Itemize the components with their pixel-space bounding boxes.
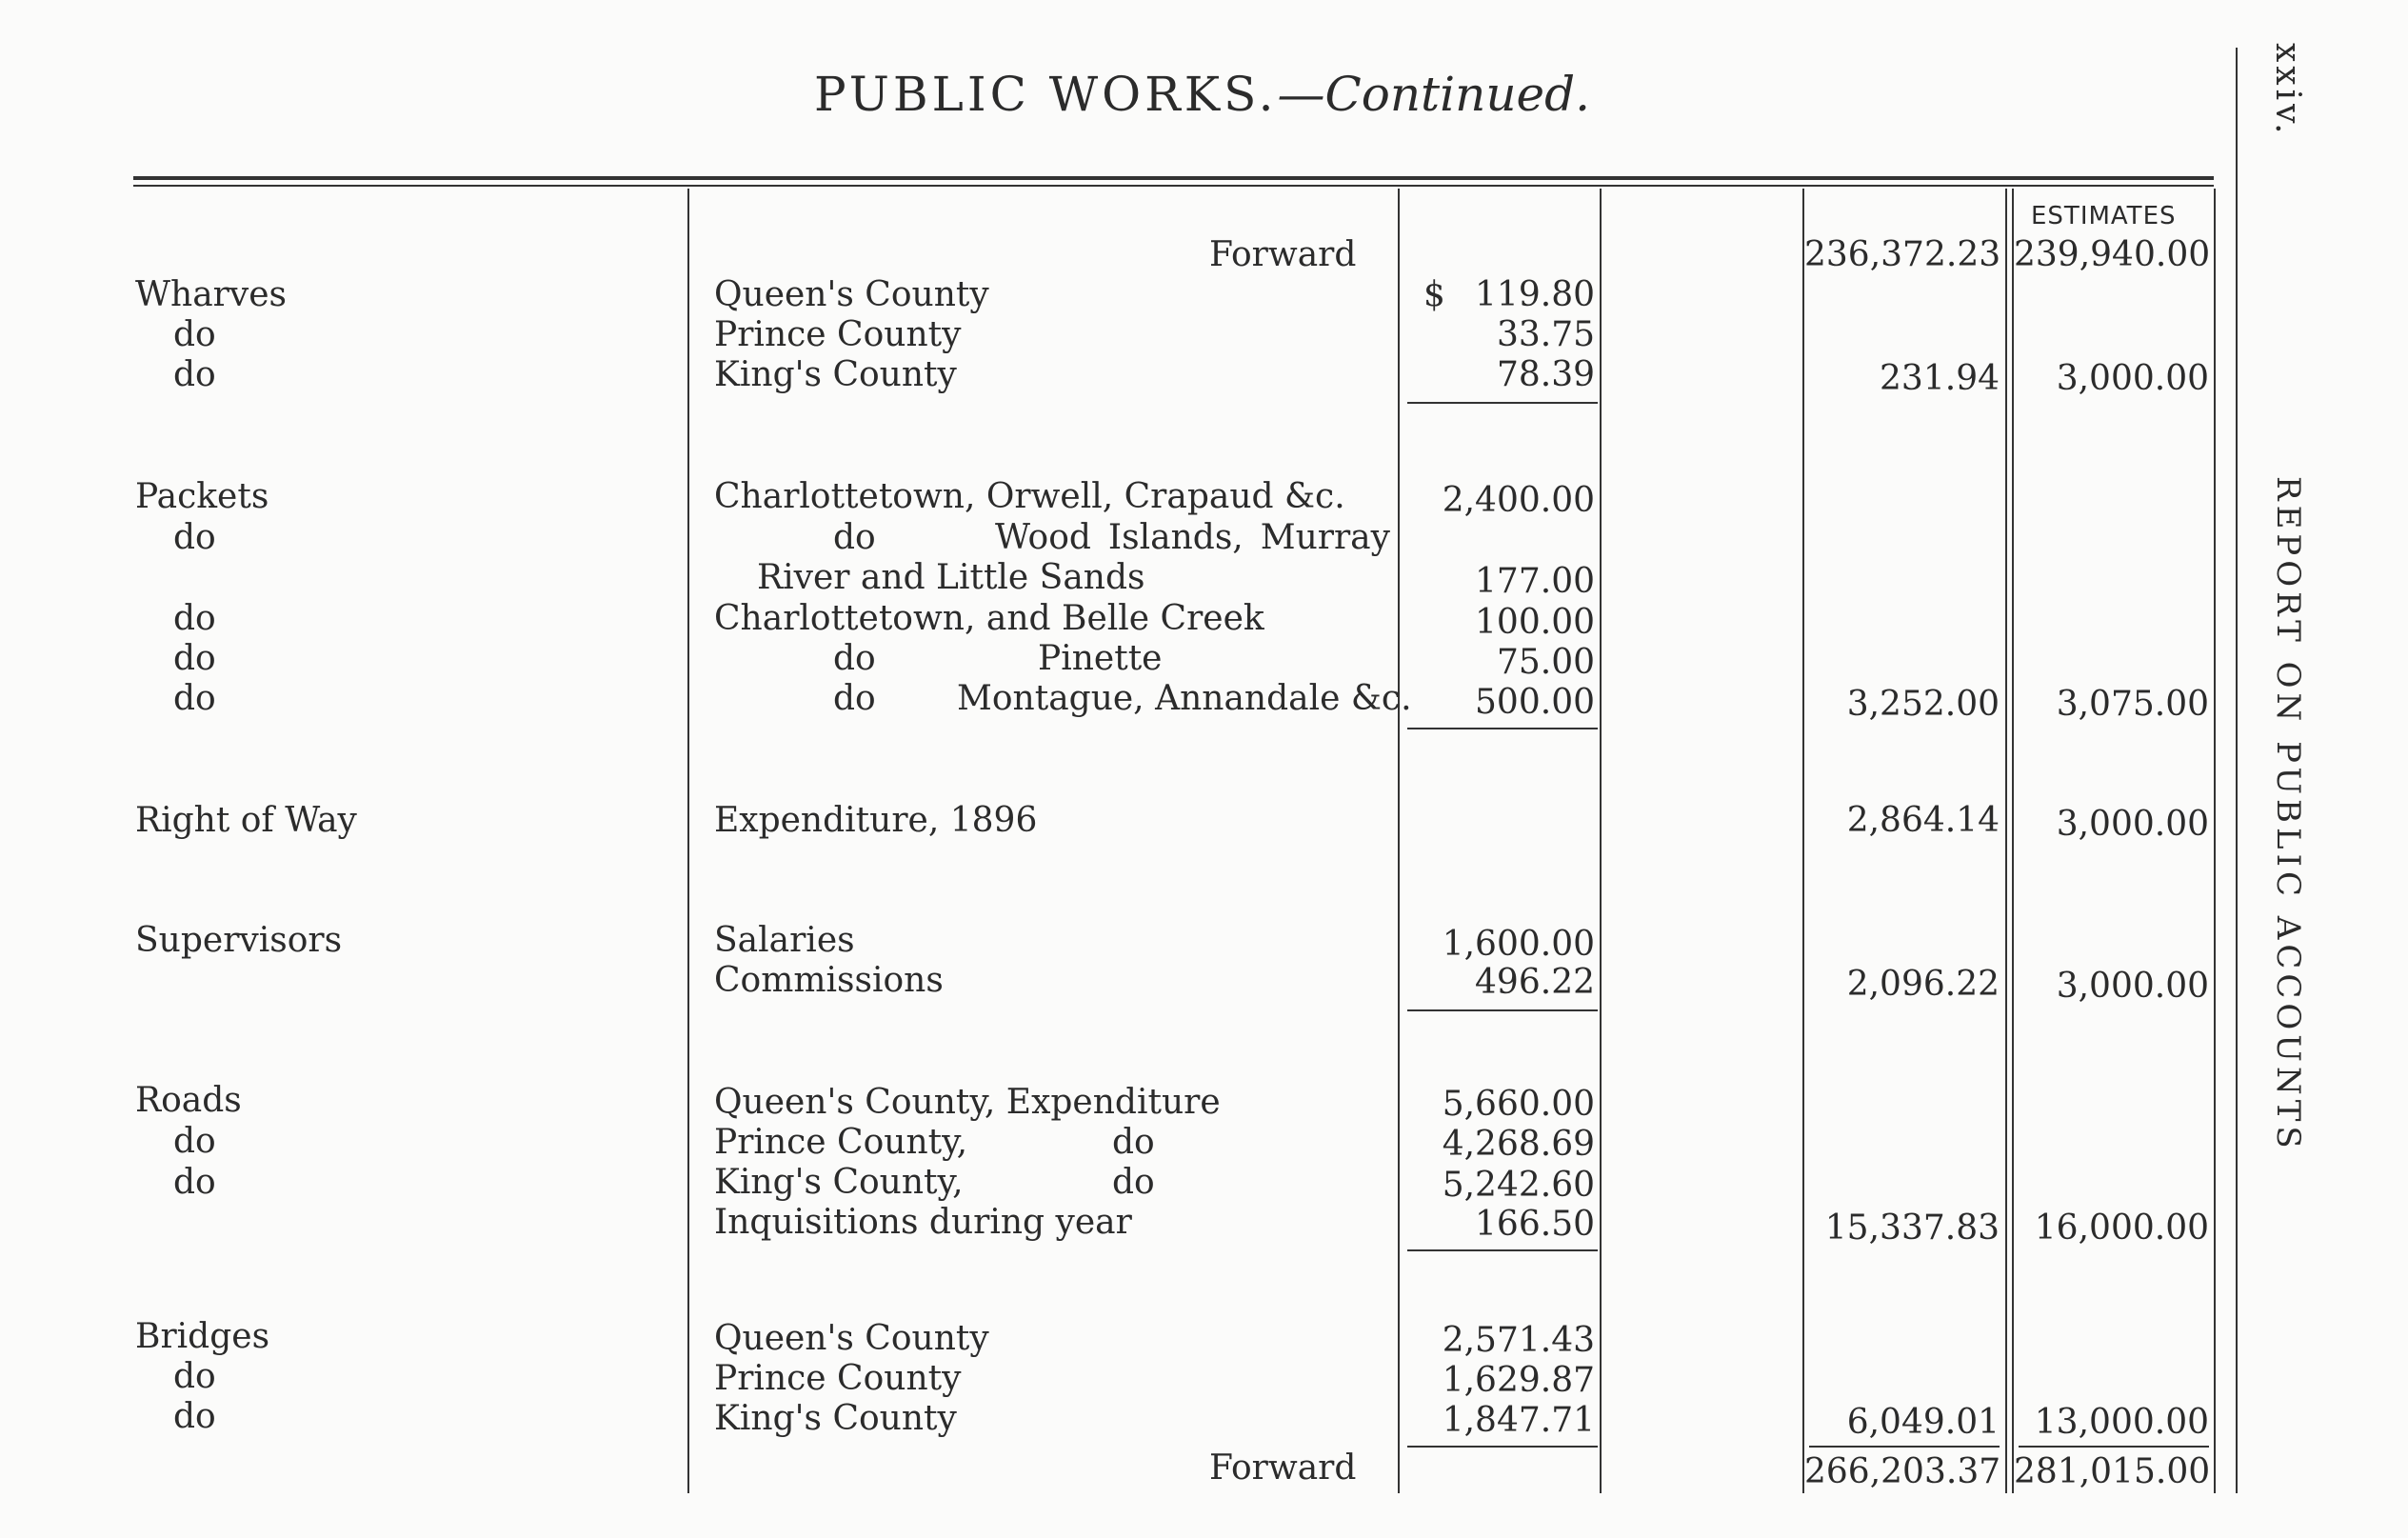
item-amount: 1,629.87 [1442,1361,1595,1400]
category-label: do [173,599,216,638]
category-label: do [173,518,216,557]
item-label: Expenditure, 1896 [714,801,1038,840]
category-label: do [173,355,216,394]
category-label: do [173,1397,216,1436]
item-amount: 33.75 [1496,315,1595,354]
page-title: PUBLIC WORKS.—Continued. [814,67,1591,122]
item-label: Commissions [714,961,944,1000]
forward-label-top: Forward [1209,235,1357,274]
subtotal-rule [1407,1009,1598,1011]
forward-estimate-bottom: 281,015.00 [2014,1452,2211,1491]
section-estimate: 3,000.00 [2056,967,2209,1006]
top-rule-thin [133,185,2214,187]
item-label: Prince County [714,1359,962,1398]
item-amount: 5,660.00 [1442,1085,1595,1124]
section-total: 3,252.00 [1846,685,2000,724]
subtotal-rule [1407,1446,1598,1448]
item-amount: 500.00 [1475,683,1595,722]
item-label: Queen's County, Expenditure [714,1083,1221,1122]
column-divider-3 [1600,189,1602,1493]
page-number: xxiv. [2268,43,2307,138]
section-estimate: 13,000.00 [2034,1403,2209,1442]
item-amount: 5,242.60 [1442,1166,1595,1205]
item-amount: 78.39 [1496,355,1595,394]
category-label: Roads [135,1081,242,1120]
item-do: do [833,639,876,678]
category-label: do [173,1357,216,1396]
item-amount: 496.22 [1475,963,1595,1002]
item-label-continued: River and Little Sands [757,558,1145,597]
item-label: King's County, [714,1163,964,1202]
section-total: 15,337.83 [1824,1208,2000,1248]
subtotal-rule [1407,1249,1598,1251]
item-amount: 2,400.00 [1442,481,1595,520]
forward-rule-estimate [2019,1446,2209,1448]
top-rule-thick [133,176,2214,180]
item-label: Prince County, [714,1123,968,1162]
category-label: do [173,679,216,718]
item-label: Charlottetown, and Belle Creek [714,599,1264,638]
item-amount: 75.00 [1496,643,1595,682]
section-estimate: 3,000.00 [2056,805,2209,844]
category-label: Supervisors [135,921,343,960]
item-label: Pinette [1038,639,1163,678]
item-amount: 2,571.43 [1442,1321,1595,1360]
category-label: do [173,315,216,354]
subtotal-rule [1407,728,1598,729]
column-divider-5 [2005,189,2007,1493]
currency-symbol: $ [1423,275,1445,314]
category-label: do [173,639,216,678]
estimates-header: ESTIMATES [2031,202,2177,230]
item-label: Salaries [714,921,855,960]
column-divider-2 [1398,189,1400,1493]
column-divider-7 [2214,189,2216,1493]
item-label: Queen's County [714,1319,989,1358]
section-estimate: 3,075.00 [2056,685,2209,724]
section-total: 231.94 [1880,359,2000,398]
item-label: Prince County [714,315,962,354]
category-label: Packets [135,477,269,516]
category-label: do [173,1163,216,1202]
item-do: do [1112,1123,1155,1162]
item-amount: 4,268.69 [1442,1125,1595,1164]
item-do: do [833,679,876,718]
item-label: Wood Islands, Murray [995,518,1390,557]
category-label: Wharves [135,275,287,314]
item-amount: 177.00 [1475,562,1595,601]
item-amount: 1,847.71 [1442,1401,1595,1440]
section-total: 2,096.22 [1846,965,2000,1004]
category-label: do [173,1122,216,1161]
item-amount: 100.00 [1475,603,1595,642]
category-label: Right of Way [135,801,357,840]
section-total: 2,864.14 [1846,801,2000,840]
item-label: King's County [714,1399,957,1438]
forward-label-bottom: Forward [1209,1448,1357,1488]
item-amount: 119.80 [1475,275,1595,314]
item-do: do [833,518,876,557]
page-title-italic: —Continued. [1277,67,1591,122]
item-label: Charlottetown, Orwell, Crapaud &c. [714,477,1345,516]
column-divider-1 [687,189,689,1493]
item-label: Queen's County [714,275,989,314]
section-estimate: 3,000.00 [2056,359,2209,398]
forward-total-bottom: 266,203.37 [1804,1452,2001,1491]
forward-total-top: 236,372.23 [1804,235,2001,274]
page-edge-line [2236,48,2238,1493]
item-amount: 1,600.00 [1442,925,1595,964]
section-total: 6,049.01 [1846,1403,2000,1442]
forward-estimate-top: 239,940.00 [2014,235,2211,274]
section-estimate: 16,000.00 [2034,1208,2209,1248]
item-do: do [1112,1163,1155,1202]
item-label: Montague, Annandale &c. [957,679,1412,718]
item-label: King's County [714,355,957,394]
item-amount: 166.50 [1475,1205,1595,1244]
side-running-head: REPORT ON PUBLIC ACCOUNTS [2269,476,2307,1153]
subtotal-rule [1407,402,1598,404]
item-label: Inquisitions during year [714,1203,1132,1242]
category-label: Bridges [135,1317,270,1356]
forward-rule-total [1809,1446,2000,1448]
